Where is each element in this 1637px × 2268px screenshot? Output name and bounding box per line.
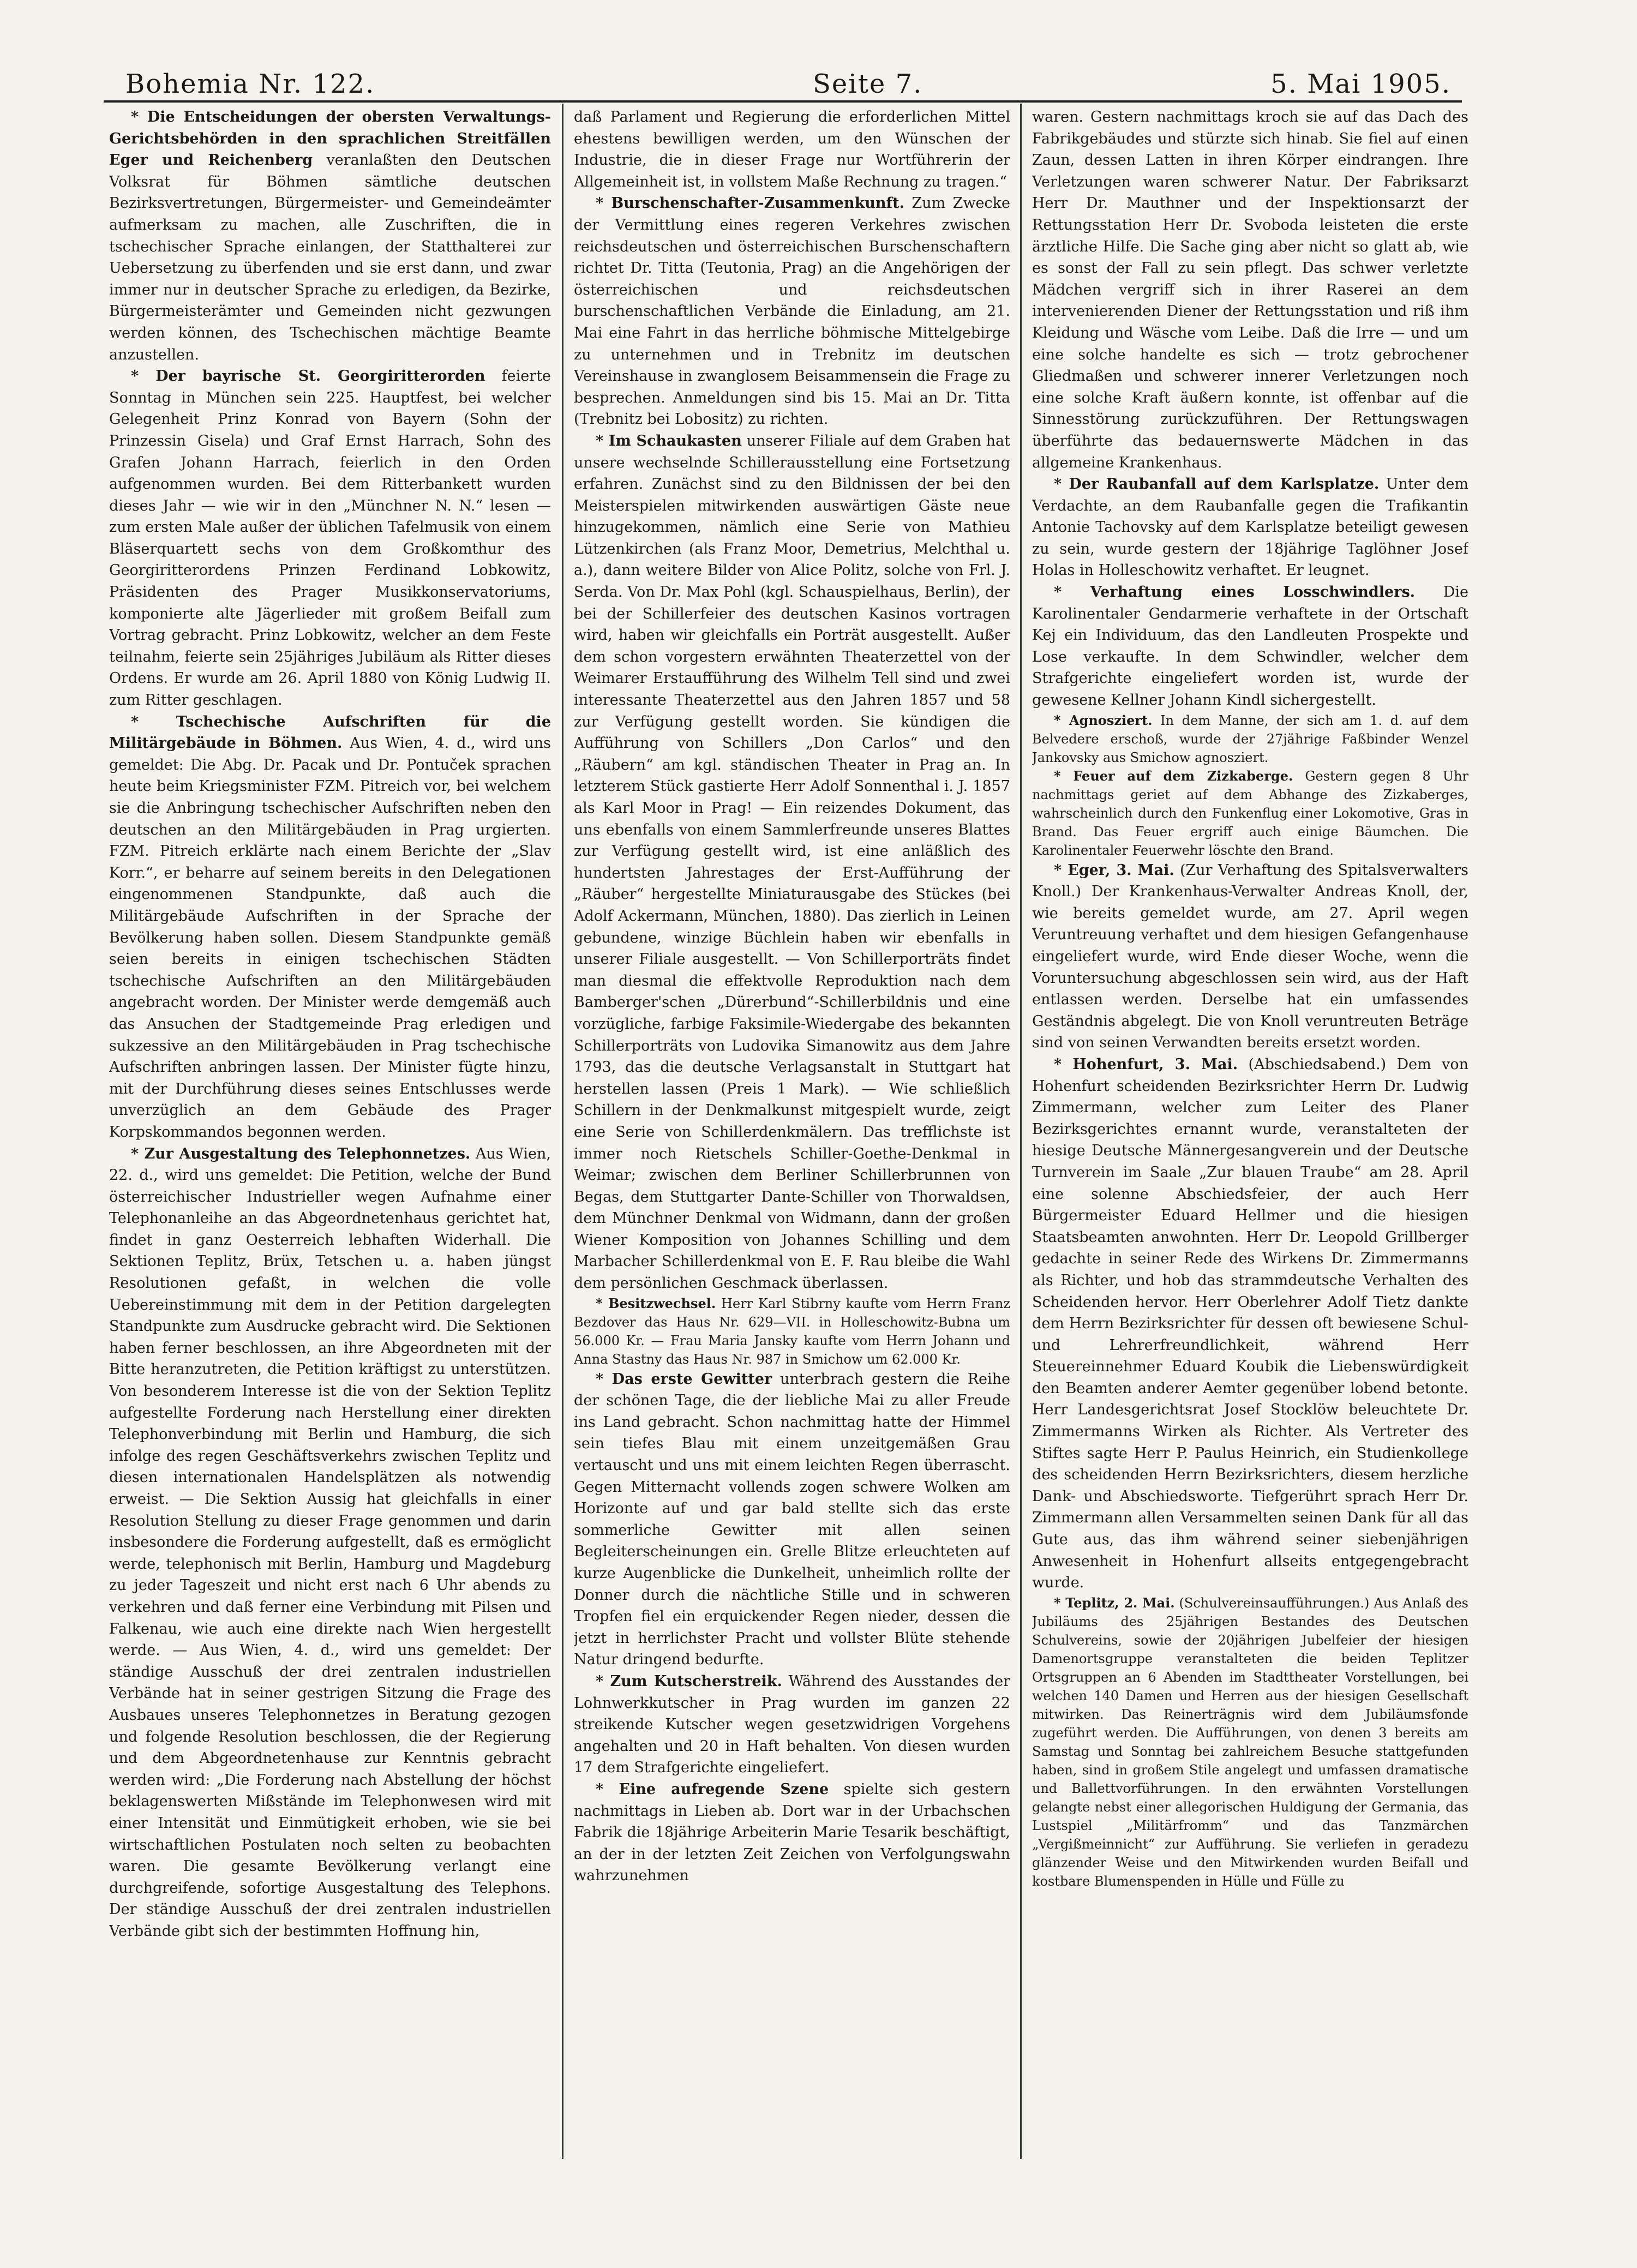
news-item — [1032, 581, 1468, 711]
news-text: (Abschiedsabend.) Dem von Hohenfurt scheidenden Bezirksrichter Herrn Dr. Ludwig Zimmermann, welcher zum Leiter des Planer Bezirksgerichtes ernannt wurde, veranstalteten der hiesige Deutsche Männergesangverein und der Deutsche Turnverein im Saale „Zur blauen Traube“ am 28. April eine solenne Abschiedsfeier, der auch Herr Bürgermeister Eduard Hellmer und die hiesigen Staatsbeamten anwohnten. Herr Dr. Leopold Grillberger gedachte in seiner Rede des Wirkens Dr. Zimmermanns als Richter, und hob das strammdeutsche Verhalten des Scheidenden hervor. Herr Oberlehrer Adolf Tietz dankte dem Herrn Bezirksrichter für dessen oft bewiesene Schul- und Lehrerfreundlichkeit, während Herr Steuereinnehmer Eduard Koubik die Liebenswürdigkeit den Beamten anderer Aemter gegenüber lobend betonte. Herr Landesgerichtsrat Josef Stocklöw beleuchtete Dr. Zimmermanns Wirken als Richter. Als Vertreter des Stiftes sagte Herr P. Paulus Heinrich, ein Studienkollege des scheidenden Herrn Bezirksrichters, diesem herzliche Dank- und Abschiedsworte. Tiefgerührt sprach Herr Dr. Zimmermann allen Versammelten seinen Dank für all das Gute aus, das ihm während seiner siebenjährigen Anwesenheit in Hohenfurt allseits entgegengebracht wurde. — [1032, 1055, 1468, 1592]
news-text: In dem Manne, der sich am 1. d. auf dem Belvedere erschoß, wurde der 27jährige Faßbinder Wenzel Jankovsky aus Smichow agnosziert. — [1032, 712, 1468, 765]
news-text: (Zur Verhaftung des Spitalsverwalters Knoll.) Der Krankenhaus-Verwalter Andreas Knoll, der, wie bereits gemeldet wurde, am 27. April wegen Veruntreuung verhaftet und dem hiesigen Gefangenhause eingeliefert wurde, wird Ende dieser Woche, wenn die Voruntersuchung abgeschlossen sein wird, aus der Haft entlassen werden. Derselbe hat ein umfassendes Geständnis abgelegt. Die von Knoll veruntreuten Beträge sind von seinen Verwandten bereits ersetzt worden. — [1032, 861, 1468, 1052]
news-item — [109, 106, 551, 365]
news-text: (Schulvereinsaufführungen.) Aus Anlaß des Jubiläums des 25jährigen Bestandes des Deutschen Schulvereins, sowie der 20jährigen Jubelfeier der hiesigen Damenortsgruppe veranstalteten die beiden Teplitzer Ortsgruppen an 6 Abenden im Stadttheater Vorstellungen, bei welchen 140 Damen und Herren aus der hiesigen Gesellschaft mitwirken. Das Reinerträgnis wird dem Jubiläumsfonde zugeführt werden. Die Aufführungen, von denen 3 bereits am Samstag und Sonntag bei zahlreichem Besuche stattgefunden haben, sind in großem Stile angelegt und umfassen dramatische und Ballettvorführungen. In den erwähnten Vorstellungen gelangte nebst einer allegorischen Huldigung der Germania, das Lustspiel „Militärfromm“ und das Tanzmärchen „Vergißmeinnicht“ zur Aufführung. Sie verliefen in geradezu glänzender Weise und den Mitwirkenden wurden Beifall und kostbare Blumenspenden in Hülle und Fülle zu — [1032, 1595, 1468, 1889]
news-text: Herr Karl Stibrny kaufte vom Herrn Franz Bezdover das Haus Nr. 629—VII. in Holleschowitz-Bubna um 56.000 Kr. — Frau Maria Jansky kaufte vom Herrn Johann und Anna Stastny das Haus Nr. 987 in Smichow um 62.000 Kr. — [574, 1295, 1010, 1367]
news-headline: * Teplitz, 2. Mai. — [1054, 1594, 1175, 1611]
news-headline: * Verhaftung eines Losschwindlers. — [1054, 584, 1416, 601]
news-headline: * Feuer auf dem Zizkaberge. — [1054, 767, 1293, 784]
column-2 — [574, 106, 1010, 2164]
news-text: Gestern gegen 8 Uhr nachmittags geriet auf dem Abhange des Zizkaberges, wahrscheinlich durch den Funkenflug einer Lokomotive, Gras in Brand. Das Feuer ergriff auch einige Bäumchen. Die Karolinentaler Feuerwehr löschte den Brand. — [1032, 768, 1468, 858]
news-text: Zum Zwecke der Vermittlung eines regeren Verkehres zwischen reichsdeutschen und österreichischen Burschenschaftern richtet Dr. Titta (Teutonia, Prag) an die Angehörigen der österreichischen und reichsdeutschen burschenschaftlichen Verbände die Einladung, am 21. Mai eine Fahrt in das herrliche böhmische Mittelgebirge zu unternehmen und in Trebnitz im deutschen Vereinshause in zwanglosem Beisammensein die Frage zu besprechen. Anmeldungen sind bis 15. Mai an Dr. Titta (Trebnitz bei Lobositz) zu richten. — [574, 195, 1010, 428]
news-headline: * Zur Ausgestaltung des Telephonnetzes. — [131, 1145, 471, 1162]
news-headline: * Besitzwechsel. — [596, 1295, 716, 1311]
news-headline: * Im Schaukasten — [596, 432, 742, 449]
news-item-continued — [574, 106, 1010, 193]
news-headline: * Die Entscheidungen der obersten Verwaltungs-Gerichtsbehörden in den sprachlichen Streitfällen Eger und Reichenberg — [109, 109, 551, 169]
news-headline: * Der Raubanfall auf dem Karlsplatze. — [1054, 476, 1380, 493]
news-text: Während des Ausstandes der Lohnwerkkutscher in Prag wurden im ganzen 22 streikende Kutscher wegen gesetzwidrigen Vorgehens angehalten und 20 in Haft behalten. Von diesen wurden 17 dem Strafgerichte eingeliefert. — [574, 1672, 1010, 1777]
column-divider — [562, 104, 563, 2159]
news-item — [1032, 860, 1468, 1054]
news-headline: * Zum Kutscherstreik. — [596, 1672, 782, 1690]
news-item — [574, 1671, 1010, 1779]
news-item — [109, 365, 551, 711]
news-item — [574, 1779, 1010, 1887]
news-item — [1032, 767, 1468, 860]
column-3 — [1032, 106, 1468, 2164]
column-divider — [1020, 104, 1022, 2159]
news-item — [574, 1369, 1010, 1671]
news-headline: * Agnosziert. — [1054, 712, 1153, 728]
page-header — [104, 61, 1456, 105]
news-item — [574, 430, 1010, 1294]
column-1 — [109, 106, 551, 2164]
news-item — [1032, 473, 1468, 581]
news-item — [1032, 711, 1468, 767]
header-rule — [104, 100, 1462, 103]
news-headline: * Eger, 3. Mai. — [1054, 861, 1174, 879]
news-text: daß Parlament und Regierung die erforderlichen Mittel ehestens bewilligen werden, um den Wünschen der Industrie, die in dieser Frage nur Wortführerin der Allgemeinheit ist, in vollstem Maße Rechnung zu tragen.“ — [574, 109, 1010, 190]
news-headline: * Das erste Gewitter — [596, 1370, 772, 1388]
news-text: spielte sich gestern nachmittags in Lieben ab. Dort war in der Urbachschen Fabrik die 18jährige Arbeiterin Marie Tesarik beschäftigt, an der in der letzten Zeit Zeichen von Verfolgungswahn wahrzunehmen — [574, 1780, 1010, 1885]
news-text: Aus Wien, 22. d., wird uns gemeldet: Die Petition, welche der Bund österreichischer Industrieller wegen Aufnahme einer Telephonanleihe an das Abgeordnetenhaus gerichtet hat, findet in ganz Oesterreich lebhaften Widerhall. Die Sektionen Teplitz, Brüx, Tetschen u. a. haben jüngst Resolutionen gefaßt, in welchen die volle Uebereinstimmung mit dem in der Petition dargelegten Standpunkte zum Ausdrucke gebracht wird. Die Sektionen haben ferner beschlossen, an ihre Abgeordneten mit der Bitte heranzutreten, die Petition kräftigst zu unterstützen. Von besonderem Interesse ist die von der Sektion Teplitz aufgestellte Forderung nach Herstellung einer direkten Telephonverbindung mit Berlin und Hamburg, die sich infolge des regen Geschäftsverkehrs zwischen Teplitz und diesen internationalen Handelsplätzen als notwendig erweist. — Die Sektion Aussig hat gleichfalls in einer Resolution Stellung zu dieser Frage genommen und darin insbesondere die Forderung aufgestellt, daß es ermöglicht werde, telephonisch mit Berlin, Hamburg und Magdeburg zu jeder Tageszeit und nicht erst nach 6 Uhr abends zu verkehren und daß ferner eine Verbindung mit Pilsen und Falkenau, wie auch eine direkte nach Wien hergestellt werde. — Aus Wien, 4. d., wird uns gemeldet: Der ständige Ausschuß der drei zentralen industriellen Verbände hat in seiner gestrigen Sitzung die Frage des Ausbaues unseres Telephonnetzes in Beratung gezogen und folgende Resolution beschlossen, die der Regierung und dem Abgeordnetenhause zur Kenntnis gebracht werden wird: „Die Forderung nach Abstellung der höchst beklagenswerten Mißstände im Telephonwesen wird mit einer Intensität und Einmütigkeit erhoben, wie sie bei wirtschaftlichen Postulaten noch selten zu beobachten waren. Die gesamte Bevölkerung verlangt eine durchgreifende, sofortige Ausgestaltung des Telephons. Der ständige Ausschuß der drei zentralen industriellen Verbände gibt sich der bestimmten Hoffnung hin, — [109, 1145, 551, 1940]
page-number: Seite 7. — [813, 69, 923, 99]
news-item — [1032, 1594, 1468, 1891]
issue-date: 5. Mai 1905. — [1270, 69, 1451, 99]
news-headline: * Tschechische Aufschriften für die Militärgebäude in Böhmen. — [109, 713, 551, 752]
news-item — [1032, 1054, 1468, 1594]
news-text: feierte Sonntag in München sein 225. Hauptfest, bei welcher Gelegenheit Prinz Konrad von Bayern (Sohn der Prinzessin Gisela) und Graf Ernst Harrach, Sohn des Grafen Johann Harrach, feierlich in den Orden aufgenommen wurden. Bei dem Ritterbankett wurden dieses Jahr — wie wir in den „Münchner N. N.“ lesen — zum ersten Male außer der üblichen Tafelmusik von einem Bläserquartett sechs von dem Großkomthur des Georgiritterordens Prinzen Ferdinand Lobkowitz, Präsidenten des Prager Musikkonservatoriums, komponierte alte Jägerlieder mit großem Beifall zum Vortrag gebracht. Prinz Lobkowitz, welcher an dem Feste teilnahm, feierte sein 25jähriges Jubiläum als Ritter dieses Ordens. Er wurde am 26. April 1880 von König Ludwig II. zum Ritter geschlagen. — [109, 368, 551, 709]
news-item — [109, 1143, 551, 1942]
news-headline: * Der bayrische St. Georgiritterorden — [131, 368, 485, 385]
news-text: veranlaßten den Deutschen Volksrat für Böhmen sämtliche deutschen Bezirksvertretungen, Bürgermeister- und Gemeindeämter aufmerksam zu machen, alle Zuschriften, die in tschechischer Sprache einlangen, der Statthalterei zur Uebersetzung zu überfenden und sie erst dann, und zwar immer nur in deutscher Sprache zu erledigen, da Bezirke, Bürgermeisterämter und Gemeinden nicht gezwungen werden können, des Tschechischen mächtige Beamte anzustellen. — [109, 152, 551, 363]
news-text: Unter dem Verdachte, an dem Raubanfalle gegen die Trafikantin Antonie Tachovsky auf dem Karlsplatze beteiligt gewesen zu sein, wurde gestern der 18jährige Taglöhner Josef Holas in Holleschowitz verhaftet. Er leugnet. — [1032, 476, 1468, 579]
news-headline: * Hohenfurt, 3. Mai. — [1054, 1055, 1238, 1073]
news-item-continued — [1032, 106, 1468, 473]
news-headline: * Burschenschafter-Zusammenkunft. — [596, 195, 905, 212]
paper-issue: Bohemia Nr. 122. — [125, 69, 375, 99]
news-text: waren. Gestern nachmittags kroch sie auf das Dach des Fabrikgebäudes und stürzte sich hinab. Sie fiel auf einen Zaun, dessen Latten in ihren Körper eindrangen. Ihre Verletzungen waren schwerer Natur. Der Fabriksarzt Herr Dr. Mauthner und der Inspektionsarzt der Rettungsstation Herr Dr. Svoboda leisteten die erste ärztliche Hilfe. Die Sache ging aber nicht so glatt ab, wie es sonst der Fall zu sein pflegt. Das schwer verletzte Mädchen vergriff sich in ihrer Raserei an dem intervenierenden Diener der Rettungsstation und riß ihm Kleidung und Wäsche vom Leibe. Daß die Irre — und um eine solche handelte es sich — trotz gebrochener Gliedmaßen und schwerer innerer Verletzungen noch eine solche Kraft äußern konnte, ist offenbar auf die Sinnesstörung zurückzuführen. Der Rettungswagen überführte das bedauernswerte Mädchen in das allgemeine Krankenhaus. — [1032, 109, 1468, 471]
news-item — [574, 193, 1010, 430]
news-headline: * Eine aufregende Szene — [596, 1780, 829, 1798]
news-text: Die Karolinentaler Gendarmerie verhaftete in der Ortschaft Kej ein Individuum, das den Landleuten Prospekte und Lose verkaufte. In dem Schwindler, welcher dem Strafgerichte eingeliefert worden ist, wurde der gewesene Kellner Johann Kindl sichergestellt. — [1032, 584, 1468, 709]
news-text: Aus Wien, 4. d., wird uns gemeldet: Die Abg. Dr. Pacak und Dr. Pontuček sprachen heute beim Kriegsminister FZM. Pitreich vor, bei welchem sie die Anbringung tschechischer Aufschriften neben den deutschen an den Militärgebäuden in Prag urgierten. FZM. Pitreich erklärte nach einem Berichte der „Slav Korr.“, er beharre auf seinem bereits in den Delegationen eingenommenen Standpunkte, daß auch die Militärgebäude Aufschriften in der Sprache der Bevölkerung haben sollen. Diesem Standpunkte gemäß seien bereits in einigen tschechischen Städten tschechische Aufschriften an den Militärgebäuden angebracht worden. Der Minister werde demgemäß auch das Ansuchen der Stadtgemeinde Prag erledigen und sukzessive an den Militärgebäuden in Prag tschechische Aufschriften anbringen lassen. Der Minister fügte hinzu, mit der Durchführung dieses seines Entschlusses werde unverzüglich an dem Gebäude des Prager Korpskommandos begonnen werden. — [109, 735, 551, 1141]
news-text: unserer Filiale auf dem Graben hat unsere wechselnde Schillerausstellung eine Fortsetzung erfahren. Zunächst sind zu den Bildnissen der bei den Meisterspielen mitwirkenden auswärtigen Gäste neue hinzugekommen, nämlich eine Serie von Mathieu Lützenkirchen (als Franz Moor, Demetrius, Melchthal u. a.), dann weitere Bilder von Alice Politz, solche von Frl. J. Serda. Von Dr. Max Pohl (kgl. Schauspielhaus, Berlin), der bei der Schillerfeier des deutschen Kasinos vortragen wird, haben wir gleichfalls ein Porträt ausgestellt. Außer dem schon vorgestern erwähnten Theaterzettel von der Weimarer Erstaufführung des Wilhelm Tell sind und zwei interessante Theaterzettel aus den Jahren 1857 und 58 zur Verfügung gestellt worden. Sie kündigen die Aufführung von Schillers „Don Carlos“ und den „Räubern“ am kgl. ständischen Theater in Prag an. In letzterem Stück gastierte Herr Adolf Sonnenthal i. J. 1857 als Karl Moor in Prag! — Ein reizendes Dokument, das uns ebenfalls von einem Sammlerfreunde unseres Blattes zur Verfügung gestellt wird, ist eine anläßlich des hundertsten Jahrestages der Erst-Aufführung der „Räuber“ hergestellte Miniaturausgabe des Stückes (bei Adolf Ackermann, München, 1880). Das zierlich in Leinen gebundene, winzige Büchlein haben wir ebenfalls in unserer Filiale ausgestellt. — Von Schillerporträts findet man diesmal die effektvolle Reproduktion nach dem Bamberger'schen „Dürerbund“-Schillerbildnis und eine vorzügliche, farbige Faksimile-Wiedergabe des bekannten Schillerporträts von Ludovika Simanowitz aus dem Jahre 1793, das die deutsche Verlagsanstalt in Stuttgart hat herstellen lassen (Preis 1 Mark). — Wie schließlich Schillern in der Denkmalkunst mitgespielt wurde, zeigt eine Serie von Schillerdenkmälern. Das trefflichste ist immer noch Rietschels Schiller-Goethe-Denkmal in Weimar; zwischen dem Berliner Schillerbrunnen von Begas, dem Stuttgarter Dante-Schiller von Thorwaldsen, dem Münchner Denkmal von Widmann, dann der großen Wiener Komposition von Johannes Schilling und dem Marbacher Schillerdenkmal von E. F. Rau bleibe die Wahl dem persönlichen Geschmack überlassen. — [574, 432, 1010, 1292]
news-item — [109, 711, 551, 1143]
news-text: unterbrach gestern die Reihe der schönen Tage, die der liebliche Mai zu aller Freude ins Land gebracht. Schon nachmittag hatte der Himmel sein tiefes Blau mit einem unzeitgemäßen Grau vertauscht und uns mit einem leichten Regen überrascht. Gegen Mitternacht vollends zogen schwere Wolken am Horizonte auf und gar bald stellte sich das erste sommerliche Gewitter mit allen seinen Begleiterscheinungen ein. Grelle Blitze erleuchteten auf kurze Augenblicke die Dunkelheit, unheimlich rollte der Donner durch die nächtliche Stille und in schweren Tropfen fiel ein erquickender Regen nieder, dessen die jetzt in herrlichster Pracht und vollster Blüte stehende Natur dringend bedurfte. — [574, 1370, 1010, 1669]
news-item — [574, 1294, 1010, 1369]
